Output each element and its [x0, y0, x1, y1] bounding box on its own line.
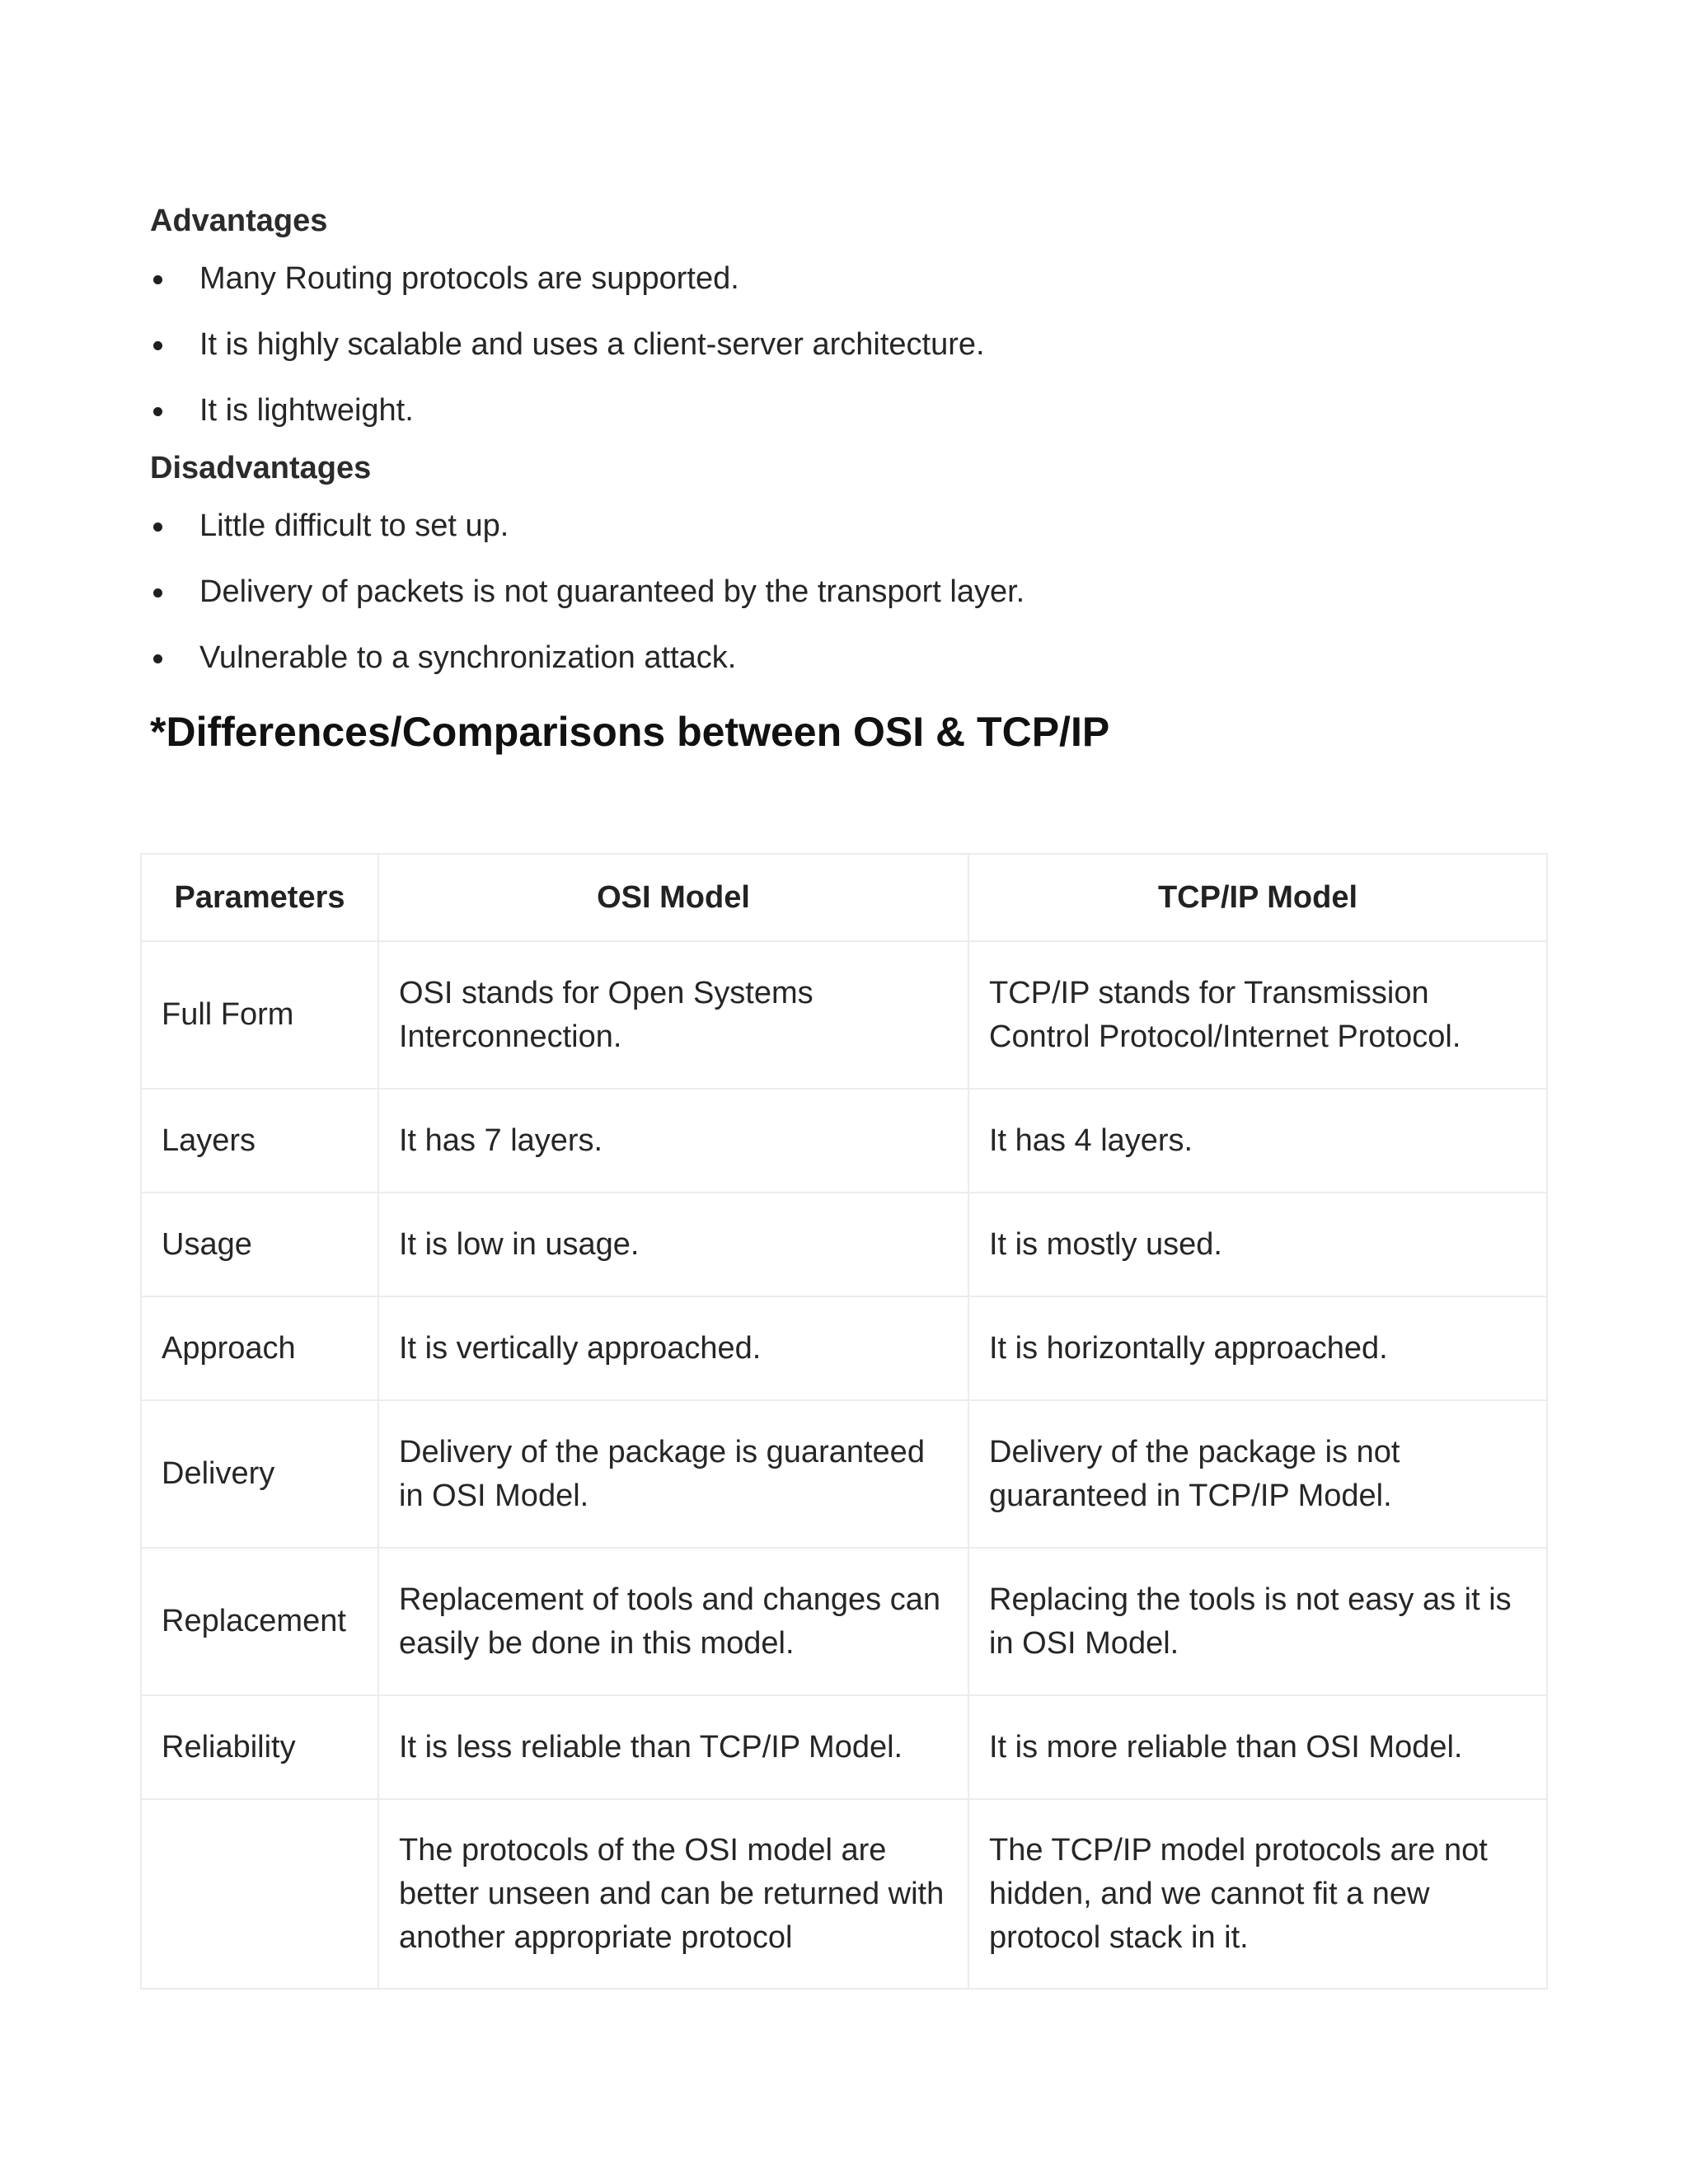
advantages-item: It is lightweight.	[150, 377, 1551, 443]
table-row	[141, 1193, 1547, 1296]
parameter-cell: Usage	[141, 1193, 378, 1296]
osi-cell: It is less reliable than TCP/IP Model.	[378, 1695, 968, 1799]
tcpip-cell: It is more reliable than OSI Model.	[968, 1695, 1547, 1799]
tcpip-cell: Replacing the tools is not easy as it is in OSI Model.	[968, 1548, 1547, 1695]
table-row	[141, 1296, 1547, 1400]
tcpip-cell: It has 4 layers.	[968, 1089, 1547, 1193]
table-header-row	[141, 854, 1547, 941]
disadvantages-item: Delivery of packets is not guaranteed by the transport layer.	[150, 559, 1551, 625]
column-header-tcpip: TCP/IP Model	[968, 854, 1547, 941]
tcpip-cell: It is horizontally approached.	[968, 1296, 1547, 1400]
tcpip-cell: TCP/IP stands for Transmission Control Protocol/Internet Protocol.	[968, 941, 1547, 1089]
parameter-cell: Layers	[141, 1089, 378, 1193]
table-row	[141, 1799, 1547, 1989]
tcpip-cell: Delivery of the package is not guaranteed in TCP/IP Model.	[968, 1400, 1547, 1548]
document-body	[150, 196, 1551, 765]
osi-cell: It is low in usage.	[378, 1193, 968, 1296]
osi-cell: Replacement of tools and changes can easily be done in this model.	[378, 1548, 968, 1695]
advantages-heading: Advantages	[150, 204, 328, 238]
parameter-cell: Approach	[141, 1296, 378, 1400]
parameter-cell	[141, 1799, 378, 1989]
parameter-cell: Delivery	[141, 1400, 378, 1548]
table-row	[141, 941, 1547, 1089]
tcpip-cell: It is mostly used.	[968, 1193, 1547, 1296]
osi-cell: It is vertically approached.	[378, 1296, 968, 1400]
advantages-item: Many Routing protocols are supported.	[150, 246, 1551, 312]
parameter-cell: Reliability	[141, 1695, 378, 1799]
comparison-table	[140, 853, 1548, 1990]
table-row	[141, 1548, 1547, 1695]
column-header-osi: OSI Model	[378, 854, 968, 941]
advantages-list	[150, 246, 1551, 443]
disadvantages-heading: Disadvantages	[150, 451, 372, 485]
column-header-parameters: Parameters	[141, 854, 378, 941]
osi-cell: The protocols of the OSI model are better unseen and can be returned with another appropriate protocol	[378, 1799, 968, 1989]
table-row	[141, 1695, 1547, 1799]
osi-cell: Delivery of the package is guaranteed in OSI Model.	[378, 1400, 968, 1548]
disadvantages-item: Little difficult to set up.	[150, 493, 1551, 559]
table-row	[141, 1089, 1547, 1193]
table-row	[141, 1400, 1547, 1548]
osi-cell: It has 7 layers.	[378, 1089, 968, 1193]
osi-cell: OSI stands for Open Systems Interconnection.	[378, 941, 968, 1089]
disadvantages-list	[150, 493, 1551, 691]
disadvantages-item: Vulnerable to a synchronization attack.	[150, 625, 1551, 691]
advantages-item: It is highly scalable and uses a client-server architecture.	[150, 312, 1551, 377]
parameter-cell: Replacement	[141, 1548, 378, 1695]
parameter-cell: Full Form	[141, 941, 378, 1089]
comparison-title: *Differences/Comparisons between OSI & TCP/IP	[150, 709, 1110, 755]
tcpip-cell: The TCP/IP model protocols are not hidden, and we cannot fit a new protocol stack in it.	[968, 1799, 1547, 1989]
